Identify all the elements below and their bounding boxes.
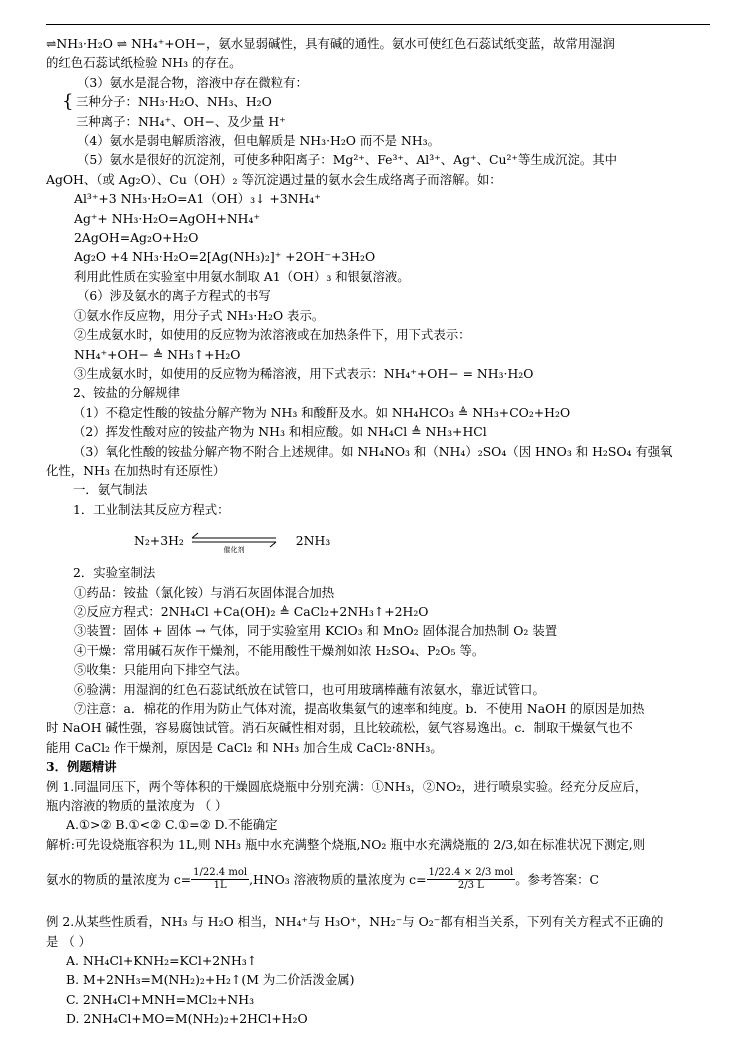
brace-icon: { — [62, 91, 74, 113]
industrial-equation: N₂+3H₂ 催化剂 2NH₃ — [46, 527, 714, 555]
section-heading: 一．氨气制法 — [73, 482, 148, 498]
text-line: 利用此性质在实验室中用氨水制取 A1（OH）₃ 和银氨溶液。 — [74, 268, 410, 284]
reversible-arrow-icon — [188, 530, 280, 554]
document-body — [46, 34, 714, 1029]
example-2-stem: 是 （ ） — [46, 933, 92, 949]
text-line: ①氨水作反应物，用分子式 NH₃·H₂O 表示。 — [74, 307, 325, 323]
text-line: （1）不稳定性酸的铵盐分解产物为 NH₃ 和酸酐及水。如 NH₄HCO₃ ≜ NH₃+CO₂+H₂O — [73, 404, 571, 420]
equation: Al³⁺+3 NH₃·H₂O=A1（OH）₃↓ +3NH₄⁺ — [74, 191, 321, 207]
ion-list: 三种离子：NH₄⁺、OH−、及少量 H⁺ — [76, 113, 286, 129]
text-line: 1．工业制法其反应方程式： — [73, 501, 230, 517]
text-line: ⑥验满：用湿润的红色石蕊试纸放在试管口，也可用玻璃棒蘸有浓氨水，靠近试管口。 — [74, 681, 545, 697]
analysis-line: 解析:可先设烧瓶容积为 1L,则 NH₃ 瓶中水充满整个烧瓶,NO₂ 瓶中水充满烧瓶的 2/3,如在标准状况下测定,则 — [46, 836, 646, 852]
equation: Ag₂O +4 NH₃·H₂O=2[Ag(NH₃)₂]⁺ +2OH⁻+3H₂O — [74, 249, 376, 265]
text-line: ⇌NH₃·H₂O ⇌ NH₄⁺+OH−，氨水显弱碱性，具有碱的通性。氨水可使红色石蕊试纸变蓝，故常用湿润 — [46, 36, 615, 51]
example-1-stem: 瓶内溶液的物质的量浓度为 （ ） — [46, 798, 228, 814]
equation: 2AgOH=Ag₂O+H₂O — [74, 230, 199, 246]
option-d: D. 2NH₄Cl+MO=M(NH₂)₂+2HCl+H₂O — [66, 1011, 308, 1027]
option-b: B. M+2NH₃=M(NH₂)₂+H₂↑(M 为二价活泼金属) — [66, 972, 355, 988]
option-a: A. NH₄Cl+KNH₂=KCl+2NH₃↑ — [66, 953, 258, 969]
text-line: （6）涉及氨水的离子方程式的书写 — [77, 288, 271, 304]
text-line: ②生成氨水时，如使用的反应物为浓溶液或在加热条件下，用下式表示： — [74, 327, 471, 343]
section-heading: 2．实验室制法 — [73, 565, 156, 581]
section-heading: 3．例题精讲 — [46, 759, 117, 775]
text-line: （2）挥发性酸对应的铵盐产物为 NH₃ 和相应酸。如 NH₄Cl ≜ NH₃+HCl — [73, 424, 487, 440]
text-line: （5）氨水是很好的沉淀剂，可使多种阳离子：Mg²⁺、Fe³⁺、Al³⁺、Ag⁺、Cu²⁺等生成沉淀。其中 — [77, 152, 618, 168]
text-line: 能用 CaCl₂ 作干燥剂，原因是 CaCl₂ 和 NH₃ 加合生成 CaCl₂·8NH₃。 — [46, 739, 443, 755]
text-line: （3）氧化性酸的铵盐分解产物不附合上述规律。如 NH₄NO₃ 和（NH₄）₂SO₄（因 HNO₃ 和 H₂SO₄ 有强氧 — [73, 443, 673, 459]
text-line: ①药品：铵盐（氯化铵）与消石灰固体混合加热 — [74, 584, 335, 600]
text-line: ③生成氨水时，如使用的反应物为稀溶液，用下式表示：NH₄⁺+OH− = NH₃·H₂O — [74, 365, 534, 381]
text-line: ⑤收集：只能用向下排空气法。 — [74, 662, 248, 678]
option-c: C. 2NH₄Cl+MNH=MCl₂+NH₃ — [66, 991, 255, 1007]
header-rule — [46, 24, 710, 25]
text-line: （4）氨水是弱电解质溶液，但电解质是 NH₃·H₂O 而不是 NH₃。 — [77, 133, 441, 149]
text-line: ③装置：固体 + 固体 → 气体，同于实验室用 KClO₃ 和 MnO₂ 固体混合加热制 O₂ 装置 — [74, 623, 558, 639]
text-line: 的红色石蕊试纸检验 NH₃ 的存在。 — [46, 55, 242, 71]
text-line: ⑦注意：a．棉花的作用为防止气体对流，提高收集氨气的速率和纯度。b．不使用 NaOH 的原因是加热 — [74, 701, 645, 716]
equation: Ag⁺+ NH₃·H₂O=AgOH+NH₄⁺ — [74, 210, 260, 226]
example-1-stem: 例 1.同温同压下，两个等体积的干燥圆底烧瓶中分别充满：①NH₃，②NO₂，进行喷泉实验。经充分反应后， — [46, 778, 648, 794]
text-line: 时 NaOH 碱性强，容易腐蚀试管。消石灰碱性相对弱，且比较疏松，氨气容易逸出。c．制取干燥氨气也不 — [46, 720, 633, 736]
example-1-options: A.①>② B.①<② C.①=② D.不能确定 — [66, 817, 278, 833]
example-2-stem: 例 2.从某些性质看，NH₃ 与 H₂O 相当，NH₄⁺与 H₃O⁺，NH₂⁻与 O₂⁻都有相当关系，下列有关方程式不正确的 — [46, 914, 664, 930]
text-line: ④干燥：常用碱石灰作干燥剂，不能用酸性干燥剂如浓 H₂SO₄、P₂O₅ 等。 — [74, 642, 485, 658]
equation: NH₄⁺+OH− ≜ NH₃↑+H₂O — [74, 346, 241, 362]
text-line: 化性，NH₃ 在加热时有还原性） — [46, 462, 226, 478]
molecule-list: { 三种分子：NH₃·H₂O、NH₃、H₂O — [62, 91, 272, 113]
text-line: AgOH、（或 Ag₂O）、Cu（OH）₂ 等沉淀遇过量的氨水会生成络离子而溶解。如： — [46, 171, 502, 187]
section-heading: 2、铵盐的分解规律 — [73, 385, 181, 401]
text-line: （3）氨水是混合物，溶液中存在微粒有： — [77, 74, 308, 90]
fraction-ammonia: $\frac{\text{1/22.4 mol}}{1L}$ — [193, 866, 248, 891]
fraction-nitric: $\frac{\text{1/22.4 × 2/3 mol}}{2/3 L}$ — [428, 866, 514, 891]
catalyst-label: 催化剂 — [223, 545, 245, 554]
analysis-fractions: 氨水的物质的量浓度为 c= $\frac{\text{1/22.4 mol}}{1L}$ ,HNO₃ 溶液物质的量浓度为 c= $\frac{\text{1/22.4 × 2/3 mol}}{2/3 L}$ 。参考答案：C — [46, 866, 600, 891]
equation: ②反应方程式：2NH₄Cl +Ca(OH)₂ ≜ CaCl₂+2NH₃↑+2H₂O — [74, 603, 429, 619]
